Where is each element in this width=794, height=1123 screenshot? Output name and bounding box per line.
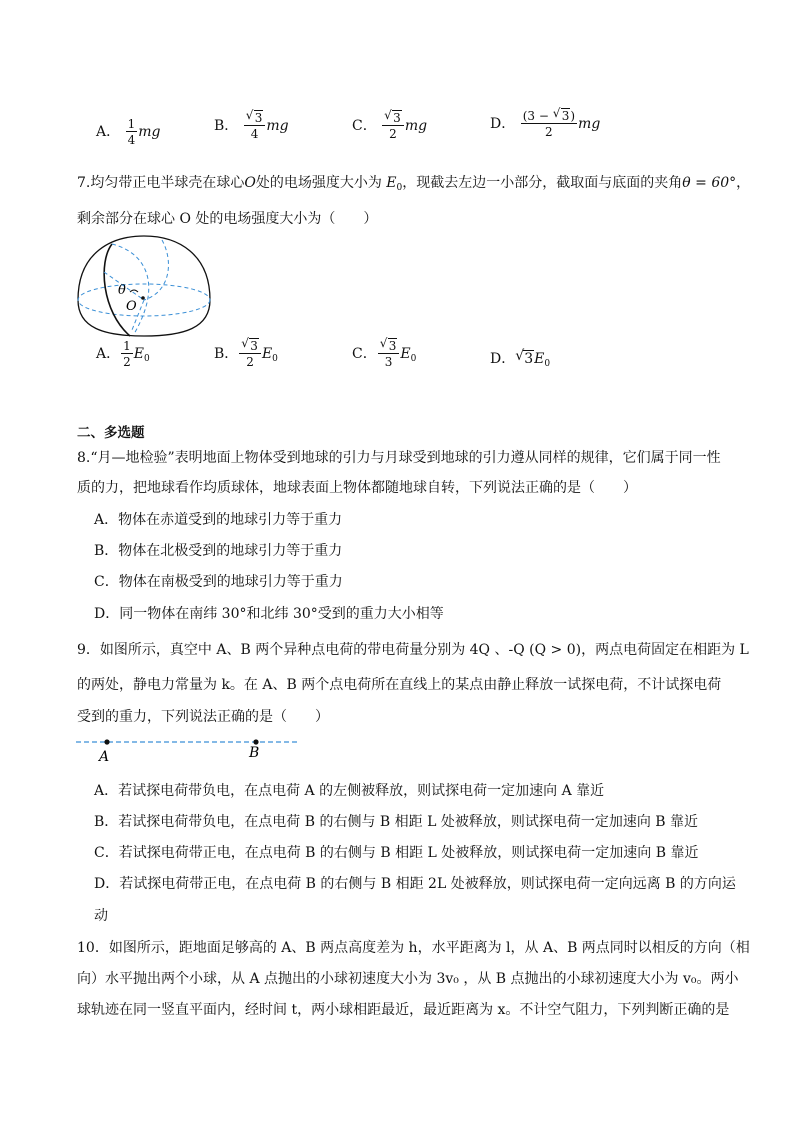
fraction: $\frac{1}{4}$ xyxy=(127,117,136,147)
unit: mg xyxy=(266,118,289,134)
q6-option-b xyxy=(214,108,289,141)
q9-option-a: A．若试探电荷带负电，在点电荷 A 的左侧被释放，则试探电荷一定加速向 A 靠近 xyxy=(94,783,605,799)
charges-figure xyxy=(76,732,302,766)
option-label: D． xyxy=(490,116,516,132)
q8-stem-line1: 8.“月—地检验”表明地面上物体受到地球的引力与月球受到地球的引力遵从同样的规律，它们属于同一性 xyxy=(77,450,721,466)
q10-stem-line3: 球轨迹在同一竖直平面内，经时间 t，两小球相距最近，最近距离为 x。不计空气阻力，下列判断正确的是 xyxy=(77,1002,730,1018)
q8-option-c: C．物体在南极受到的地球引力等于重力 xyxy=(94,574,343,590)
q10-stem-line1: 10．如图所示，距地面足够高的 A、B 两点高度差为 h，水平距离为 l，从 A、B 两点同时以相反的方向（相 xyxy=(77,940,750,956)
q8-option-a: A．物体在赤道受到的地球引力等于重力 xyxy=(94,512,343,528)
q10-stem-line2: 向）水平抛出两个小球，从 A 点抛出的小球初速度大小为 3v₀ ，从 B 点抛出的小球初速度大小为 v₀。两小 xyxy=(77,971,739,987)
fig-theta-label: θ xyxy=(118,283,126,298)
unit: mg xyxy=(404,118,428,134)
unit: mg xyxy=(138,124,161,140)
point-b-label: B xyxy=(249,745,260,761)
q8-option-d: D．同一物体在南纬 30°和北纬 30°受到的重力大小相等 xyxy=(94,606,444,622)
section-heading: 二、多选题 xyxy=(77,425,145,441)
q7-option-a: A． $\frac{1}{2}$ $E_0$ xyxy=(96,339,150,369)
q9-option-d: D．若试探电荷带正电，在点电荷 B 的右侧与 B 相距 2L 处被释放，则试探电荷一定向远离 B 的方向运 xyxy=(94,876,736,892)
option-label: B． xyxy=(214,118,239,134)
unit: mg xyxy=(578,116,601,132)
fraction: √ 3 2 xyxy=(382,112,404,140)
q8-option-b: B．物体在北极受到的地球引力等于重力 xyxy=(94,543,343,559)
q7-option-b: B． √ 3 2 $E_0$ xyxy=(214,336,278,369)
q7-stem-line2: 剩余部分在球心 O 处的电场强度大小为（ ） xyxy=(77,211,378,227)
q9-stem-line3: 受到的重力，下列说法正确的是（ ） xyxy=(77,709,329,725)
option-label: C． xyxy=(352,118,377,134)
q7-option-d: D． √ $3E_0$ xyxy=(490,348,551,369)
point-a-label: A xyxy=(99,749,110,765)
hemisphere-figure xyxy=(74,232,214,340)
fraction: √ 3 4 xyxy=(244,112,266,140)
q6-option-a xyxy=(96,118,160,146)
q7-stem-line1: 7.均匀带正电半球壳在球心O处的电场强度大小为 $E_0$，现截去左边一小部分，截取面与底面的夹角θ = 60°， xyxy=(77,175,751,193)
q9-stem-line2: 的两处，静电力常量为 k。在 A、B 两个点电荷所在直线上的某点由静止释放一试探电荷，不计试探电荷 xyxy=(77,677,722,693)
q9-option-b: B．若试探电荷带负电，在点电荷 B 的右侧与 B 相距 L 处被释放，则试探电荷一定加速向 B 靠近 xyxy=(94,814,699,830)
q6-option-d xyxy=(490,106,601,139)
q7-option-c: C． √ 3 3 $E_0$ xyxy=(352,336,417,369)
q9-stem-line1: 9．如图所示，真空中 A、B 两个异种点电荷的带电荷量分别为 4Q 、-Q (Q > 0)，两点电荷固定在相距为 L xyxy=(77,642,749,658)
q8-stem-line2: 质的力，把地球看作均质球体，地球表面上物体都随地球自转，下列说法正确的是（ ） xyxy=(77,480,637,496)
q9-option-d-cont: 动 xyxy=(94,908,108,924)
fig-O-label: O xyxy=(126,299,137,314)
q9-option-c: C．若试探电荷带正电，在点电荷 B 的右侧与 B 相距 L 处被释放，则试探电荷一定加速向 B 靠近 xyxy=(94,845,699,861)
q6-option-c xyxy=(352,108,428,141)
option-label: A． xyxy=(96,124,121,140)
fraction: (3 − √ 3) 2 xyxy=(522,106,576,139)
